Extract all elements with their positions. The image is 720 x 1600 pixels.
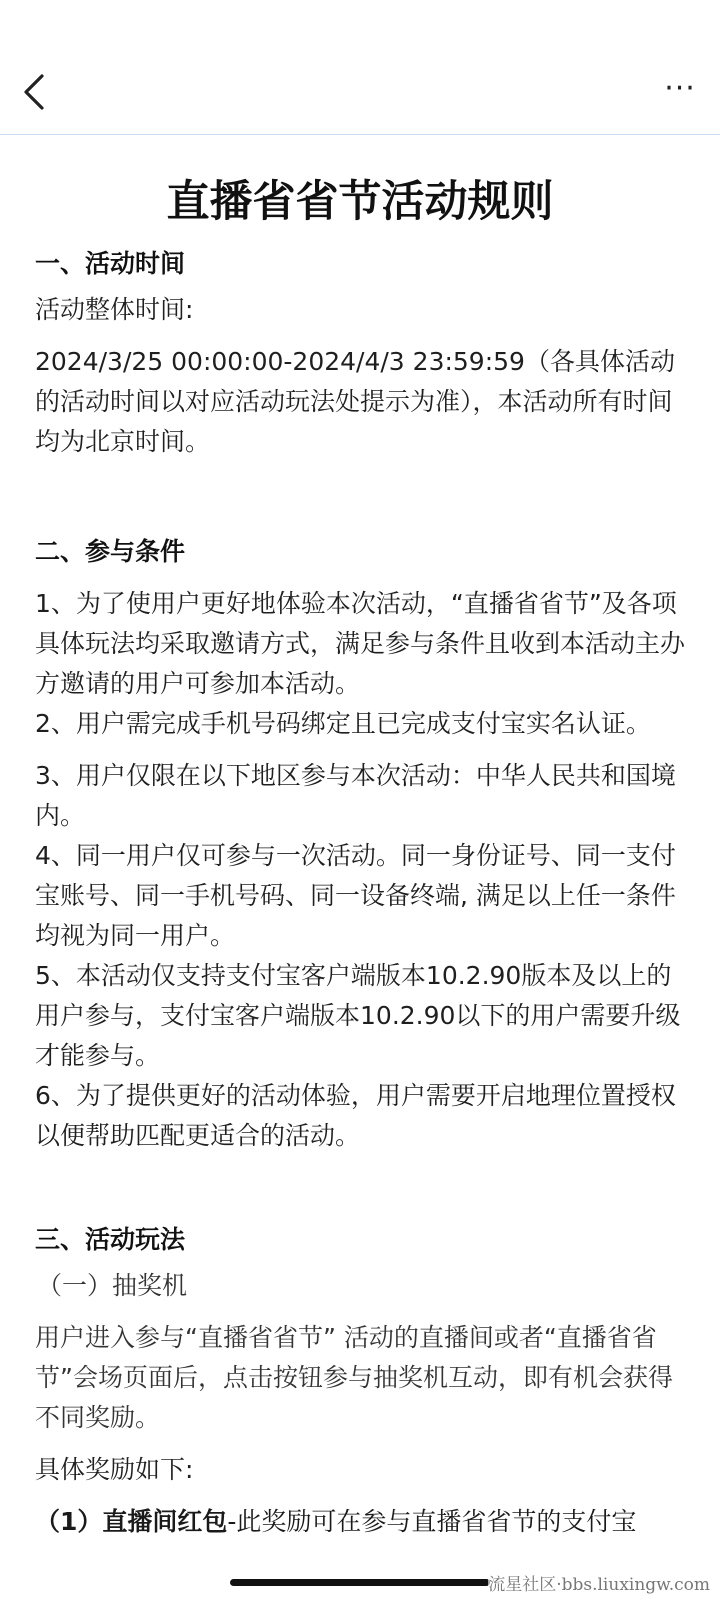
section-heading-time: 一、活动时间 <box>35 249 186 278</box>
section-heading-gameplay: 三、活动玩法 <box>35 1225 186 1254</box>
top-nav-bar <box>0 0 720 135</box>
rewards-intro: 具体奖励如下: <box>35 1455 194 1484</box>
page-title: 直播省省节活动规则 <box>166 177 554 227</box>
chevron-left-icon <box>14 70 58 114</box>
time-body: 2024/3/25 00:00:00-2024/4/3 23:59:59（各具体活动的活动时间以对应活动玩法处提示为准），本活动所有时间均为北京时间。 <box>35 347 675 456</box>
condition-item: 3、用户仅限在以下地区参与本次活动：中华人民共和国境内。 <box>35 761 676 830</box>
reward-label: （1）直播间红包 <box>35 1507 228 1536</box>
watermark: 流星社区·bbs.liuxingw.com <box>488 1570 710 1595</box>
condition-item: 5、本活动仅支持支付宝客户端版本10.2.90版本及以上的用户参与，支付宝客户端版本10.2.90以下的用户需要升级才能参与。 <box>35 961 681 1070</box>
section-heading-conditions: 二、参与条件 <box>35 537 186 566</box>
more-icon: ··· <box>664 71 696 106</box>
rules-content <box>35 134 685 1542</box>
gameplay-body: 用户进入参与“直播省省节” 活动的直播间或者“直播省省节”会场页面后，点击按钮参与抽奖机互动，即有机会获得不同奖励。 <box>35 1323 673 1432</box>
more-options-button[interactable] <box>658 70 702 114</box>
condition-item: 1、为了使用户更好地体验本次活动，“直播省省节”及各项具体玩法均采取邀请方式，满足参与条件且收到本活动主办方邀请的用户可参加本活动。 <box>35 589 686 698</box>
back-button[interactable] <box>14 70 58 114</box>
condition-item: 2、用户需完成手机号码绑定且已完成支付宝实名认证。 <box>35 709 651 738</box>
time-intro: 活动整体时间: <box>35 295 194 324</box>
reward-text: -此奖励可在参与直播省省节的支付宝 <box>227 1507 637 1536</box>
condition-item: 4、同一用户仅可参与一次活动。同一身份证号、同一支付宝账号、同一手机号码、同一设备终端, 满足以上任一条件均视为同一用户。 <box>35 841 676 950</box>
gameplay-sub-heading: （一）抽奖机 <box>37 1271 188 1300</box>
reward-item <box>35 1502 685 1542</box>
condition-item: 6、为了提供更好的活动体验，用户需要开启地理位置授权以便帮助匹配更适合的活动。 <box>35 1081 676 1150</box>
home-indicator[interactable] <box>230 1579 490 1586</box>
